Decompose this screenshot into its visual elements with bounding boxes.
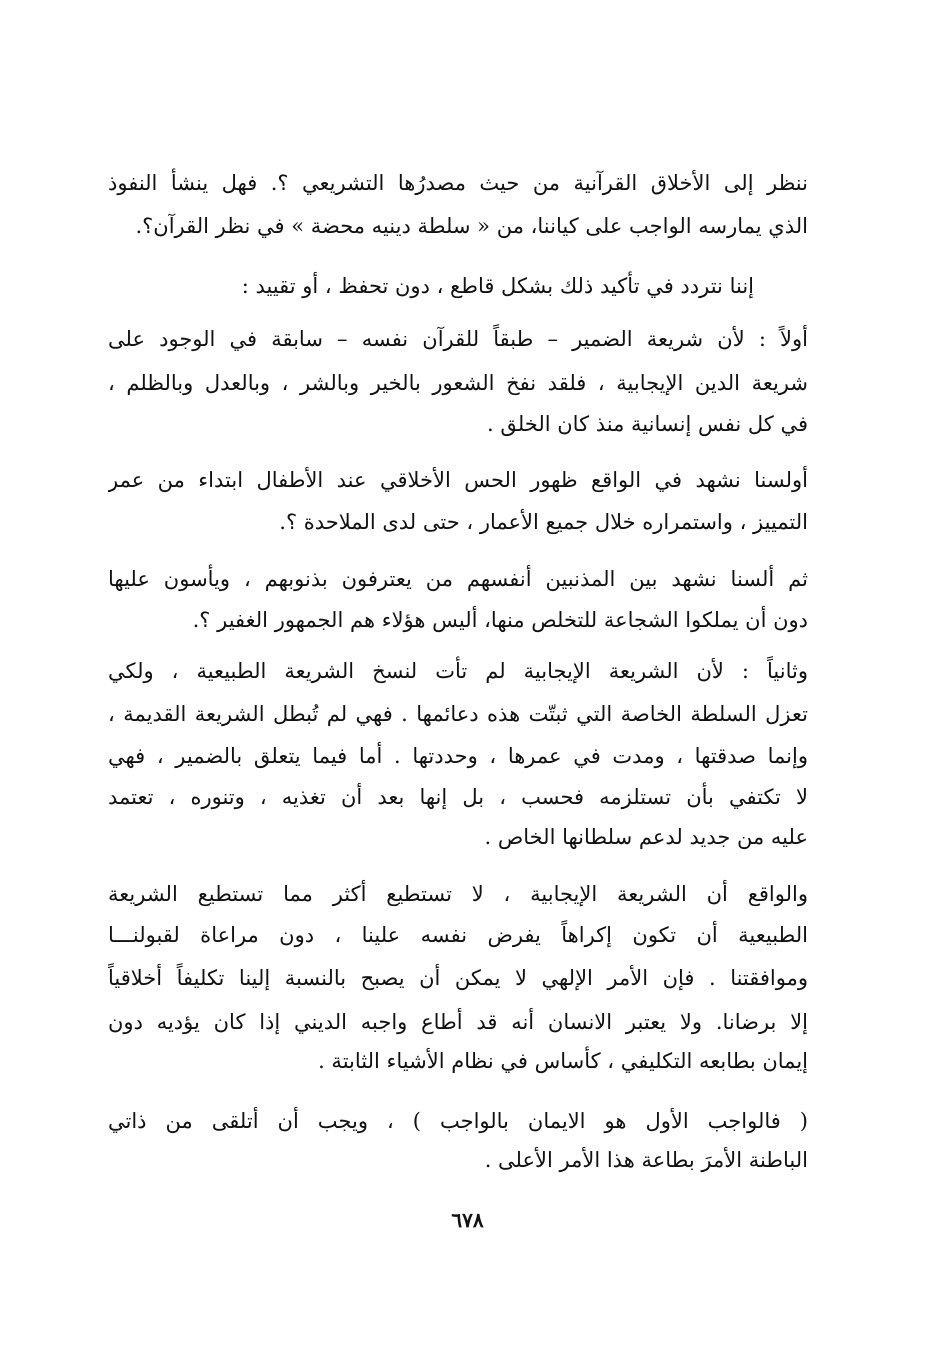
text-line: في كل نفس إنسانية منذ كان الخلق . — [486, 412, 808, 436]
text-line: أولاً : لأن شريعة الضمير – طبقاً للقرآن نفسه – سابقة في الوجود على — [108, 327, 808, 351]
text-line: أولسنا نشهد في الواقع ظهور الحس الأخلاقي عند الأطفال ابتداء من عمر — [108, 468, 808, 492]
text-line: وثانياً : لأن الشريعة الإيجابية لم تأت لنسخ الشريعة الطبيعية ، ولكي — [108, 659, 808, 683]
text-line: والواقع أن الشريعة الإيجابية ، لا تستطيع أكثر مما تستطيع الشريعة — [108, 882, 808, 906]
text-line: الطبيعية أن تكون إكراهاً يفرض نفسه علينا ، دون مراعاة لقبولنـــا — [108, 923, 808, 947]
text-line: عليه من جديد لدعم سلطانها الخاص . — [484, 825, 808, 849]
text-line: إننا نتردد في تأكيد ذلك بشكل قاطع ، دون تحفظ ، أو تقييد : — [241, 274, 754, 298]
text-line: ثم ألسنا نشهد بين المذنبين أنفسهم من يعترفون بذنوبهم ، ويأسون عليها — [108, 567, 808, 591]
text-line: إلا برضانا. ولا يعتبر الانسان أنه قد أطاع واجبه الديني إذا كان يؤديه دون — [108, 1010, 808, 1034]
text-line: ننظر إلى الأخلاق القرآنية من حيث مصدرُها التشريعي ؟. فهل ينشأ النفوذ — [108, 171, 808, 195]
text-line: الباطنة الأمرَ بطاعة هذا الأمر الأعلى . — [484, 1148, 808, 1172]
text-line: شريعة الدين الإيجابية ، فلقد نفخ الشعور بالخير وبالشر ، وبالعدل وبالظلم ، — [108, 371, 808, 395]
text-line: التمييز ، واستمراره خلال جميع الأعمار ، حتى لدى الملاحدة ؟. — [279, 510, 808, 534]
text-line: وإنما صدقتها ، ومدت في عمرها ، وحددتها . أما فيما يتعلق بالضمير ، فهي — [108, 744, 808, 768]
text-line: تعزل السلطة الخاصة التي ثبتّت هذه دعائمها . فهي لم تُبطل الشريعة القديمة ، — [108, 702, 808, 726]
text-line: الذي يمارسه الواجب على كياننا، من « سلطة دينيه محضة » في نظر القرآن؟. — [135, 214, 808, 238]
text-line: وموافقتنا . فإن الأمر الإلهي لا يمكن أن يصبح بالنسبة إلينا تكليفاً أخلاقياً — [108, 966, 808, 990]
page-number: ٦٧٨ — [451, 1208, 484, 1232]
text-line: لا تكتفي بأن تستلزمه فحسب ، بل إنها بعد أن تغذيه ، وتنوره ، تعتمد — [108, 785, 808, 809]
text-line: إيمان بطابعه التكليفي ، كأساس في نظام الأشياء الثابتة . — [318, 1049, 808, 1073]
text-line: ( فالواجب الأول هو الايمان بالواجب ) ، ويجب أن أتلقى من ذاتي — [108, 1109, 808, 1133]
text-line: دون أن يملكوا الشجاعة للتخلص منها، أليس هؤلاء هم الجمهور الغفير ؟. — [192, 608, 808, 632]
